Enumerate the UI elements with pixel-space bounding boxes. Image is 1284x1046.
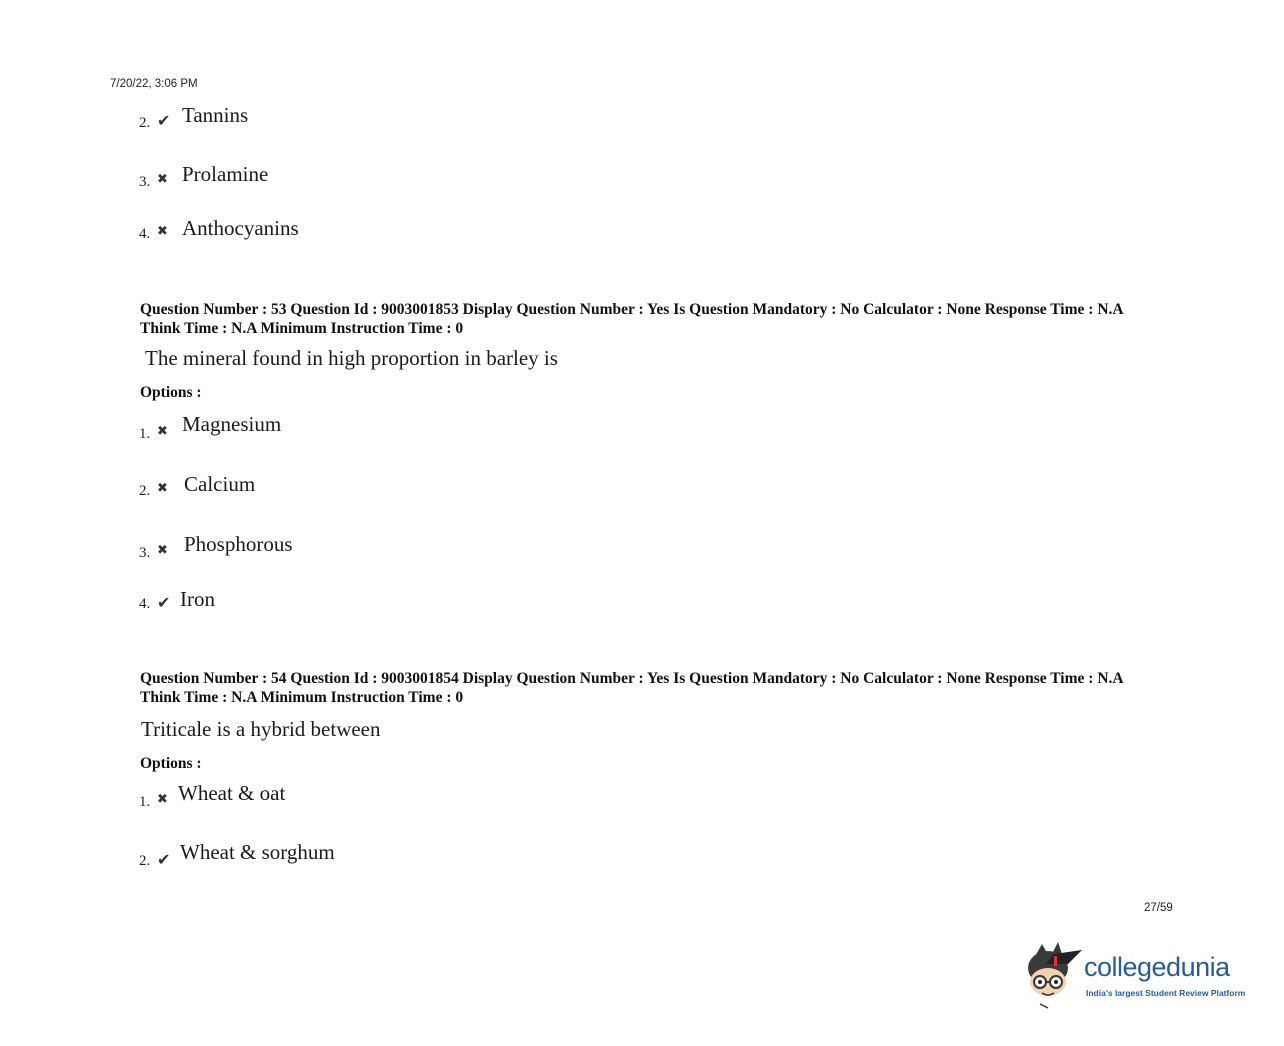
correct-check-icon: ✔ [157, 850, 171, 869]
wrong-cross-icon: ✖ [157, 543, 168, 558]
correct-check-icon: ✔ [157, 593, 171, 612]
option-text: Anthocyanins [182, 216, 299, 240]
option-text: Prolamine [182, 162, 269, 186]
option-text: Magnesium [182, 412, 282, 436]
wrong-cross-icon: ✖ [157, 172, 168, 187]
option-number: 1. [139, 794, 151, 810]
option-number: 3. [139, 174, 151, 190]
question-meta: Question Number : 54 Question Id : 9003001854 Display Question Number : Yes Is Question Mandatory : No Calculator : None Response Time : N.A Think Time : N.A Minimum Instruction Time : 0 [140, 670, 1123, 706]
print-timestamp: 7/20/22, 3:06 PM [110, 78, 198, 90]
option-number: 2. [139, 483, 151, 499]
brand-name: collegedunia [1084, 952, 1230, 982]
question-text: Triticale is a hybrid between [141, 717, 381, 741]
wrong-cross-icon: ✖ [157, 224, 168, 239]
option-text: Wheat & oat [178, 781, 286, 805]
option-number: 1. [139, 426, 151, 442]
brand-tagline: India's largest Student Review Platform [1086, 988, 1246, 998]
option-text: Wheat & sorghum [180, 840, 335, 864]
option-text: Iron [180, 587, 215, 611]
option-text: Phosphorous [184, 532, 293, 556]
correct-check-icon: ✔ [157, 111, 171, 130]
option-number: 3. [139, 545, 151, 561]
option-number: 2. [139, 115, 151, 131]
options-label: Options : [140, 755, 202, 772]
options-label: Options : [140, 384, 202, 401]
collegedunia-logo [1024, 938, 1254, 1010]
question-text: The mineral found in high proportion in barley is [145, 346, 558, 370]
option-number: 4. [139, 596, 151, 612]
page-number: 27/59 [1144, 902, 1173, 914]
option-text: Tannins [182, 103, 249, 127]
mascot-icon [1024, 938, 1086, 1010]
wrong-cross-icon: ✖ [157, 481, 168, 496]
option-number: 4. [139, 226, 151, 242]
option-text: Calcium [184, 472, 256, 496]
wrong-cross-icon: ✖ [157, 792, 168, 807]
wrong-cross-icon: ✖ [157, 424, 168, 439]
option-number: 2. [139, 853, 151, 869]
question-meta: Question Number : 53 Question Id : 9003001853 Display Question Number : Yes Is Question Mandatory : No Calculator : None Response Time : N.A Think Time : N.A Minimum Instruction Time : 0 [140, 301, 1123, 337]
